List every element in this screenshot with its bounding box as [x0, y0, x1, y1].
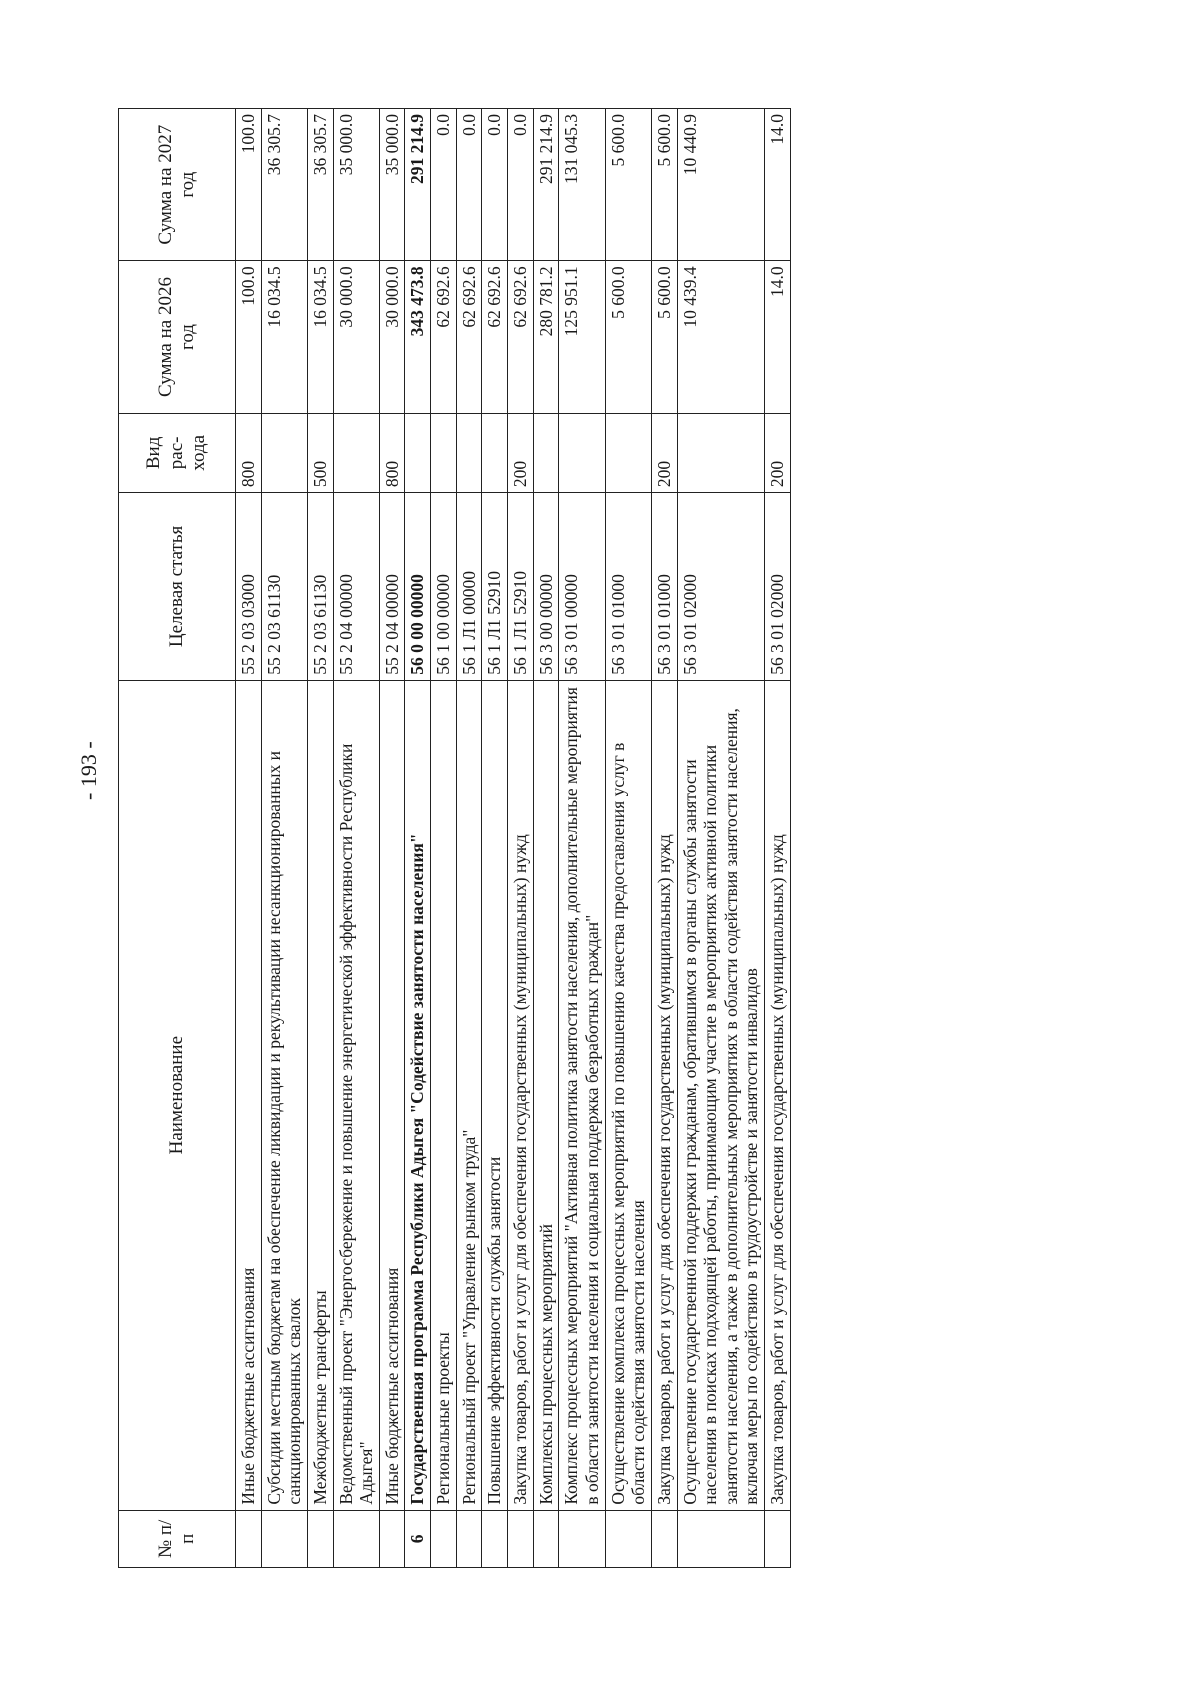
- cell-code: 56 3 01 00000: [559, 493, 605, 681]
- cell-num: [559, 1510, 605, 1567]
- cell-code: 55 2 03 61130: [307, 493, 333, 681]
- table-row: [431, 109, 457, 1568]
- cell-amount-2027: 0.0: [508, 109, 534, 261]
- table-row: [508, 109, 534, 1568]
- table-row: [677, 109, 765, 1568]
- cell-num: [456, 1510, 482, 1567]
- cell-kind: [482, 413, 508, 492]
- cell-num: [333, 1510, 379, 1567]
- cell-num: [236, 1510, 262, 1567]
- cell-name: Закупка товаров, работ и услуг для обеспечения государственных (муниципальных) нужд: [651, 680, 677, 1510]
- header-2026: Сумма на 2026 год: [119, 261, 236, 413]
- cell-code: 56 3 01 02000: [677, 493, 765, 681]
- cell-code: 56 3 01 01000: [605, 493, 651, 681]
- cell-kind: [431, 413, 457, 492]
- cell-num: [677, 1510, 765, 1567]
- table-header-row: [119, 109, 236, 1568]
- table-row: [333, 109, 379, 1568]
- table-row: [236, 109, 262, 1568]
- cell-name: Закупка товаров, работ и услуг для обеспечения государственных (муниципальных) нужд: [765, 680, 791, 1510]
- table-row: [379, 109, 405, 1568]
- header-name: Наименование: [119, 680, 236, 1510]
- cell-code: 56 3 01 02000: [765, 493, 791, 681]
- cell-amount-2026: 343 473.8: [405, 261, 431, 413]
- table-row: [261, 109, 307, 1568]
- table-row: [651, 109, 677, 1568]
- cell-amount-2027: 36 305.7: [307, 109, 333, 261]
- header-2027: Сумма на 2027 год: [119, 109, 236, 261]
- table-row: [559, 109, 605, 1568]
- header-kind: Вид рас-хода: [119, 413, 236, 492]
- cell-amount-2027: 131 045.3: [559, 109, 605, 261]
- cell-amount-2027: 100.0: [236, 109, 262, 261]
- table-row: [533, 109, 559, 1568]
- cell-kind: 800: [379, 413, 405, 492]
- cell-name: Осуществление государственной поддержки гражданам, обратившимся в органы службы занятости населения в поисках подходящей работы, принимающим участие в мероприятиях активной политики занятости населения, а также в дополнительных мероприятиях в области содействия занятости населения, включая меры по содействию в трудоустройстве и занятости инвалидов: [677, 680, 765, 1510]
- cell-amount-2026: 62 692.6: [431, 261, 457, 413]
- cell-amount-2026: 62 692.6: [482, 261, 508, 413]
- cell-amount-2026: 100.0: [236, 261, 262, 413]
- cell-amount-2027: 0.0: [482, 109, 508, 261]
- cell-kind: [533, 413, 559, 492]
- cell-amount-2026: 62 692.6: [508, 261, 534, 413]
- cell-code: 56 1 Л1 52910: [482, 493, 508, 681]
- cell-name: Повышение эффективности службы занятости: [482, 680, 508, 1510]
- cell-code: 56 1 Л1 52910: [508, 493, 534, 681]
- cell-amount-2027: 14.0: [765, 109, 791, 261]
- cell-amount-2027: 35 000.0: [379, 109, 405, 261]
- cell-name: Государственная программа Республики Адыгея "Содействие занятости населения": [405, 680, 431, 1510]
- cell-amount-2027: 5 600.0: [651, 109, 677, 261]
- table-row: [765, 109, 791, 1568]
- cell-code: 56 3 00 00000: [533, 493, 559, 681]
- cell-amount-2026: 16 034.5: [307, 261, 333, 413]
- cell-name: Региональные проекты: [431, 680, 457, 1510]
- cell-kind: [605, 413, 651, 492]
- cell-name: Комплекс процессных мероприятий "Активная политика занятости населения, дополнительные мероприятия в области занятости населения и социальная поддержка безработных граждан": [559, 680, 605, 1510]
- cell-num: [605, 1510, 651, 1567]
- cell-name: Межбюджетные трансферты: [307, 680, 333, 1510]
- page-number: - 193 -: [76, 741, 101, 800]
- cell-code: 55 2 04 00000: [379, 493, 405, 681]
- cell-code: 56 1 Л1 00000: [456, 493, 482, 681]
- cell-kind: 200: [651, 413, 677, 492]
- cell-amount-2026: 5 600.0: [605, 261, 651, 413]
- cell-code: 56 0 00 00000: [405, 493, 431, 681]
- cell-kind: 800: [236, 413, 262, 492]
- cell-code: 55 2 03 61130: [261, 493, 307, 681]
- cell-num: [482, 1510, 508, 1567]
- cell-name: Ведомственный проект "Энергосбережение и повышение энергетической эффективности Республики Адыгея": [333, 680, 379, 1510]
- cell-kind: [261, 413, 307, 492]
- cell-num: [431, 1510, 457, 1567]
- cell-name: Субсидии местным бюджетам на обеспечение ликвидации и рекультивации несанкционированных и санкционированных свалок: [261, 680, 307, 1510]
- cell-kind: [405, 413, 431, 492]
- cell-kind: [456, 413, 482, 492]
- cell-name: Осуществление комплекса процессных мероприятий по повышению качества предоставления услуг в области содействия занятости населения: [605, 680, 651, 1510]
- budget-table: [118, 108, 791, 1568]
- table-row: [456, 109, 482, 1568]
- cell-name: Комплексы процессных мероприятий: [533, 680, 559, 1510]
- header-code: Целевая статья: [119, 493, 236, 681]
- cell-amount-2027: 36 305.7: [261, 109, 307, 261]
- table-row: [482, 109, 508, 1568]
- cell-amount-2026: 62 692.6: [456, 261, 482, 413]
- cell-code: 55 2 03 03000: [236, 493, 262, 681]
- table-row: [605, 109, 651, 1568]
- cell-num: 6: [405, 1510, 431, 1567]
- cell-num: [307, 1510, 333, 1567]
- cell-amount-2027: 0.0: [431, 109, 457, 261]
- cell-code: 55 2 04 00000: [333, 493, 379, 681]
- table-row: [307, 109, 333, 1568]
- cell-kind: 200: [765, 413, 791, 492]
- cell-amount-2027: 10 440.9: [677, 109, 765, 261]
- cell-amount-2026: 30 000.0: [333, 261, 379, 413]
- cell-num: [651, 1510, 677, 1567]
- cell-name: Региональный проект "Управление рынком труда": [456, 680, 482, 1510]
- cell-amount-2027: 0.0: [456, 109, 482, 261]
- cell-num: [533, 1510, 559, 1567]
- cell-kind: [677, 413, 765, 492]
- table-row: [405, 109, 431, 1568]
- cell-num: [508, 1510, 534, 1567]
- cell-name: Иные бюджетные ассигнования: [379, 680, 405, 1510]
- cell-code: 56 3 01 01000: [651, 493, 677, 681]
- cell-amount-2026: 14.0: [765, 261, 791, 413]
- cell-kind: 200: [508, 413, 534, 492]
- cell-name: Закупка товаров, работ и услуг для обеспечения государственных (муниципальных) нужд: [508, 680, 534, 1510]
- cell-code: 56 1 00 00000: [431, 493, 457, 681]
- cell-amount-2027: 5 600.0: [605, 109, 651, 261]
- cell-amount-2027: 35 000.0: [333, 109, 379, 261]
- table-body: [236, 109, 791, 1568]
- cell-amount-2027: 291 214.9: [405, 109, 431, 261]
- cell-amount-2026: 280 781.2: [533, 261, 559, 413]
- cell-amount-2026: 16 034.5: [261, 261, 307, 413]
- header-num: № п/п: [119, 1510, 236, 1567]
- cell-num: [379, 1510, 405, 1567]
- cell-kind: [333, 413, 379, 492]
- cell-amount-2026: 30 000.0: [379, 261, 405, 413]
- cell-amount-2026: 10 439.4: [677, 261, 765, 413]
- cell-amount-2026: 125 951.1: [559, 261, 605, 413]
- cell-num: [765, 1510, 791, 1567]
- budget-table-rotated: [118, 108, 1088, 1568]
- cell-amount-2026: 5 600.0: [651, 261, 677, 413]
- cell-name: Иные бюджетные ассигнования: [236, 680, 262, 1510]
- cell-num: [261, 1510, 307, 1567]
- cell-kind: [559, 413, 605, 492]
- cell-amount-2027: 291 214.9: [533, 109, 559, 261]
- cell-kind: 500: [307, 413, 333, 492]
